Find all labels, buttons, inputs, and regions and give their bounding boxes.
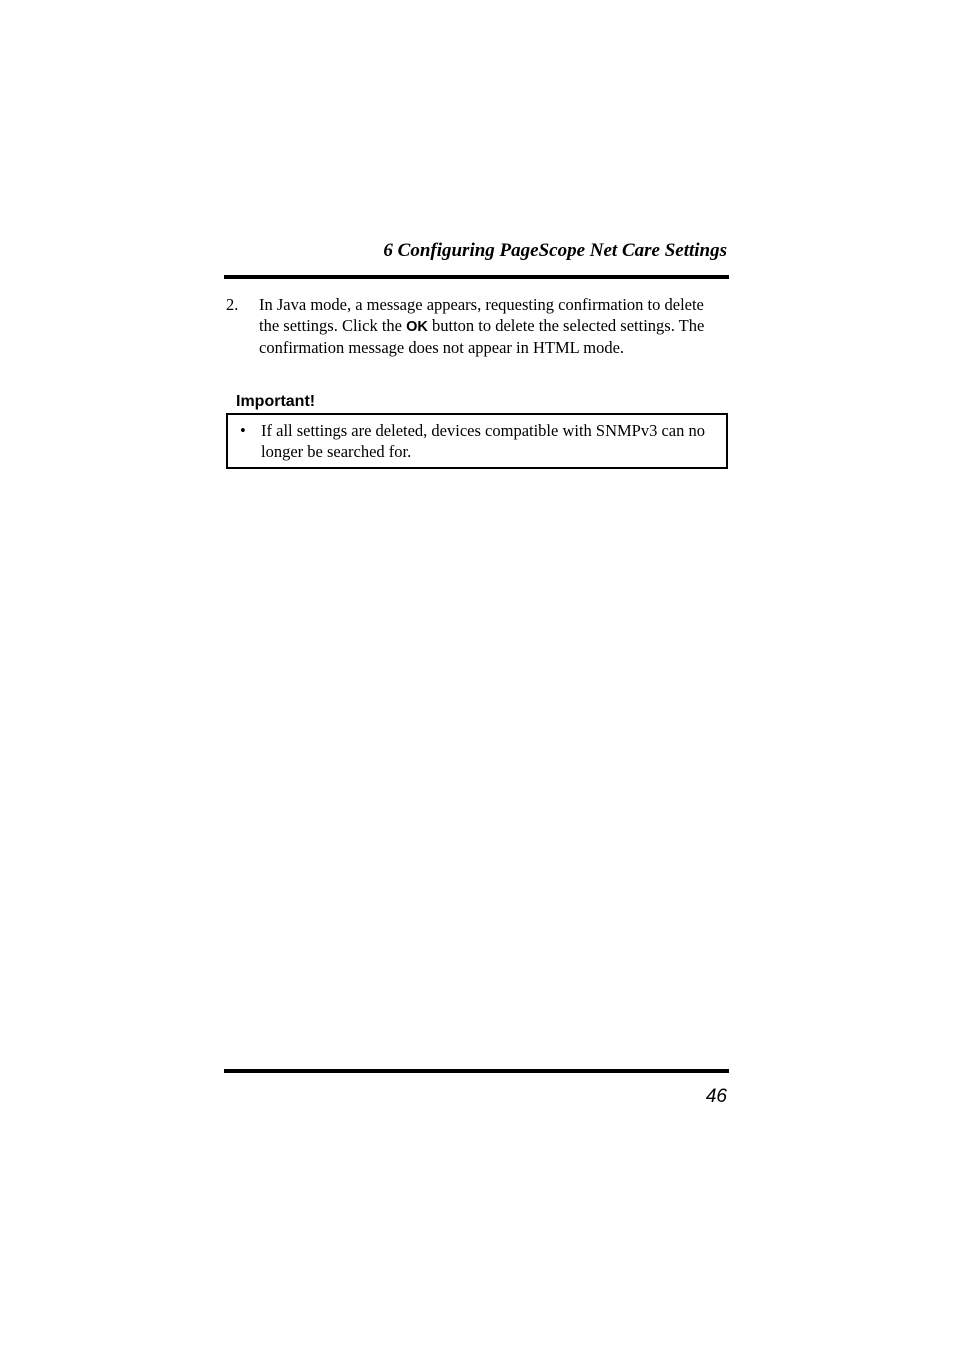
header-rule [224, 275, 729, 279]
important-note-box [226, 413, 728, 469]
bullet-icon: • [240, 421, 246, 440]
step-text-before: In Java mode, a message appears, requesting confirmation to delete the settings. Click the [259, 295, 704, 335]
important-bullet-item [240, 421, 715, 462]
important-heading: Important! [236, 393, 316, 410]
footer-rule [224, 1069, 729, 1073]
step-text [259, 295, 706, 358]
step-item [226, 295, 706, 358]
step-number: 2. [226, 295, 239, 314]
page-number: 46 [705, 1086, 727, 1107]
step-text-after: button to delete the selected settings. The confirmation message does not appear in HTML mode. [259, 315, 705, 357]
bullet-text: If all settings are deleted, devices compatible with SNMPv3 can no longer be searched for. [261, 421, 706, 461]
running-header-chapter-title: 6 Configuring PageScope Net Care Settings [383, 240, 727, 261]
ok-button-label: OK [406, 318, 428, 335]
